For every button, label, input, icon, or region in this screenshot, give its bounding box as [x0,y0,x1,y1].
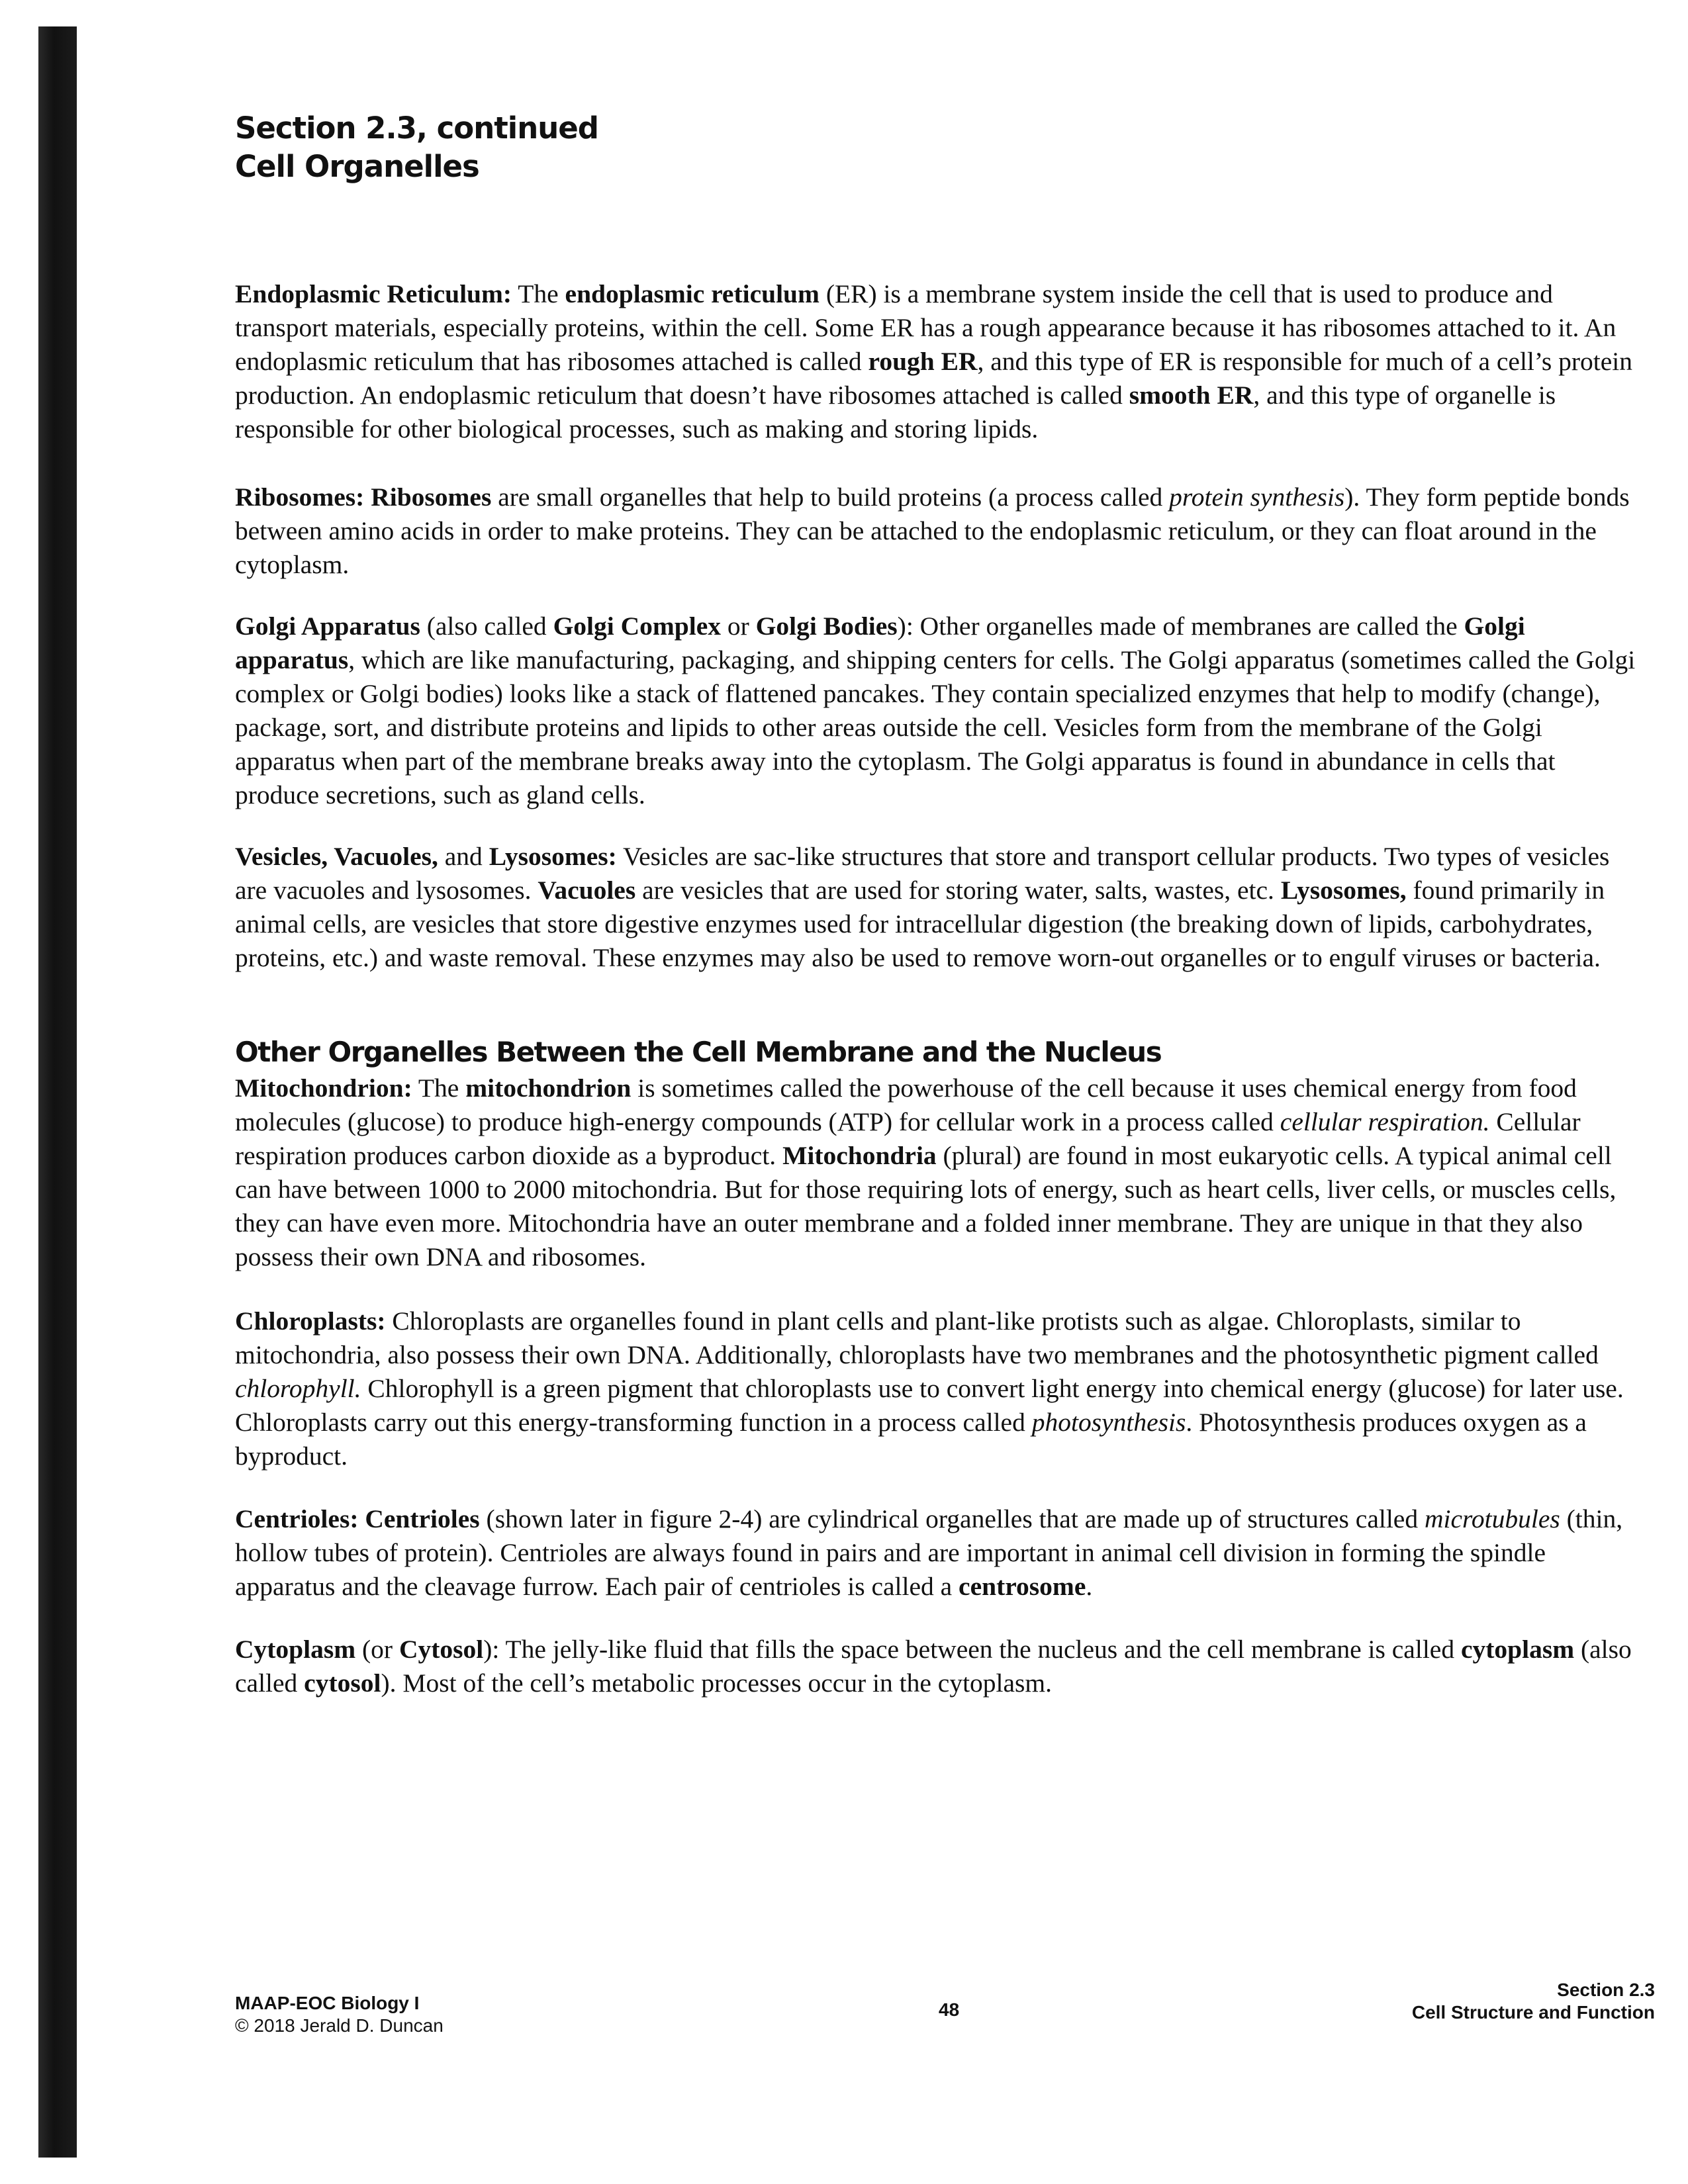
section-continued-line: Section 2.3, continued [235,111,599,146]
term-lead: Endoplasmic Reticulum: [235,279,512,308]
text: (thin, hollow tubes of protein). Centrioles are always found in pairs and are important in animal cell division in forming the spindle apparatus and the cleavage furrow. Each pair of centrioles is called a [235,1504,1623,1601]
term: smooth ER [1129,381,1254,410]
text: . [1086,1572,1093,1601]
text: (or [355,1635,399,1664]
subheading-other-organelles: Other Organelles Between the Cell Membrane and the Nucleus [235,1036,1162,1068]
text: ). Most of the cell’s metabolic processes occur in the cytoplasm. [381,1668,1053,1698]
term-lead: Cytosol [399,1635,484,1664]
italic-term: photosynthesis [1031,1408,1186,1437]
term: Golgi apparatus [235,612,1525,674]
text: and [438,842,489,871]
term-lead: Lysosomes: [489,842,617,871]
paragraph-cytoplasm [235,1633,1642,1700]
term-lead: Mitochondrion: [235,1073,412,1103]
term: mitochondrion [465,1073,632,1103]
term-lead: Centrioles: [235,1504,359,1533]
term: Lysosomes, [1280,876,1407,905]
page-content [235,109,1642,1700]
term: Centrioles [365,1504,480,1533]
term: Mitochondria [782,1141,937,1170]
term: cytoplasm [1460,1635,1575,1664]
paragraph-golgi-apparatus [235,610,1642,812]
text: . Photosynthesis produces oxygen as a byproduct. [235,1408,1587,1471]
scan-edge-bar [38,26,77,2158]
term-lead: Vesicles, Vacuoles, [235,842,438,871]
text: is sometimes called the powerhouse of the cell because it uses chemical energy from food molecules (glucose) to produce high-energy compounds (ATP) for cellular work in a process called [235,1073,1577,1136]
paragraph-vesicles-vacuoles-lysosomes [235,840,1642,975]
text: Cellular respiration produces carbon dioxide as a byproduct. [235,1107,1581,1170]
footer-copyright: © 2018 Jerald D. Duncan [235,2015,444,2036]
footer-section: Section 2.3 [1557,1979,1655,2000]
text: are vesicles that are used for storing water, salts, wastes, etc. [635,876,1281,905]
text: (shown later in figure 2-4) are cylindrical organelles that are made up of structures called [479,1504,1425,1533]
text: ): Other organelles made of membranes are called the [897,612,1464,641]
text: Vesicles are sac-like structures that store and transport cellular products. Two types of vesicles are vacuoles and lysosomes. [235,842,1610,905]
text: (also called [235,1635,1632,1698]
text: (ER) is a membrane system inside the cell that is used to produce and transport materials, especially proteins, within the cell. Some ER has a rough appearance because it has ribosomes attached to it. An endoplasmic reticulum that has ribosomes attached is called [235,279,1617,376]
footer-section-title: Cell Structure and Function [1411,2002,1655,2023]
term-lead: Chloroplasts: [235,1306,386,1336]
paragraph-chloroplasts [235,1304,1642,1473]
text: The [412,1073,466,1103]
text: Chloroplasts are organelles found in plant cells and plant-like protists such as algae. Chloroplasts, similar to mitochondria, also possess their own DNA. Additionally, chloroplasts have two membranes and the photosynthetic pigment called [235,1306,1599,1369]
text: found primarily in animal cells, are vesicles that store digestive enzymes used for intracellular digestion (the breaking down of lipids, carbohydrates, proteins, etc.) and waste removal. These enzymes may also be used to remove worn-out organelles or to engulf viruses or bacteria. [235,876,1605,972]
text [358,1504,365,1533]
text [364,482,371,512]
text: (also called [420,612,553,641]
paragraph-ribosomes [235,480,1642,582]
text: or [721,612,756,641]
term: Ribosomes [371,482,492,512]
paragraph-mitochondrion [235,1071,1642,1274]
text: ): The jelly-like fluid that fills the space between the nucleus and the cell membrane is called [483,1635,1461,1664]
text: (plural) are found in most eukaryotic cells. A typical animal cell can have between 1000 to 2000 mitochondria. But for those requiring lots of energy, such as heart cells, liver cells, or muscles cells, they can have even more. Mitochondria have an outer membrane and a folded inner membrane. They are unique in that they also possess their own DNA and ribosomes. [235,1141,1617,1271]
term: Golgi Bodies [755,612,898,641]
text: The [512,279,565,308]
term-lead: Ribosomes: [235,482,365,512]
page-title: Cell Organelles [235,149,479,184]
text: , and this type of ER is responsible for much of a cell’s protein production. An endoplasmic reticulum that doesn’t have ribosomes attached is called [235,347,1633,410]
text: Chlorophyll is a green pigment that chloroplasts use to convert light energy into chemical energy (glucose) for later use. Chloroplasts carry out this energy-transforming function in a process called [235,1374,1624,1437]
footer-right [1412,1979,1655,2024]
text: are small organelles that help to build proteins (a process called [491,482,1170,512]
term-lead: Cytoplasm [235,1635,356,1664]
paragraph-centrioles [235,1502,1642,1604]
italic-term: cellular respiration. [1280,1107,1490,1136]
term: cytosol [304,1668,381,1698]
term: Vacuoles [538,876,636,905]
text: ). They form peptide bonds between amino acids in order to make proteins. They can be attached to the endoplasmic reticulum, or they can float around in the cytoplasm. [235,482,1630,579]
footer-left [235,1992,444,2037]
term: Golgi Complex [553,612,722,641]
footer-course: MAAP-EOC Biology I [235,1993,420,2013]
term: centrosome [959,1572,1086,1601]
italic-term: microtubules [1424,1504,1560,1533]
section-heading [235,109,1642,186]
term: rough ER [868,347,978,376]
text: , which are like manufacturing, packaging, and shipping centers for cells. The Golgi apparatus (sometimes called the Golgi complex or Golgi bodies) looks like a stack of flattened pancakes. They contain specialized enzymes that help to modify (change), package, sort, and distribute proteins and lipids to other areas outside the cell. Vesicles form from the membrane of the Golgi apparatus when part of the membrane breaks away into the cytoplasm. The Golgi apparatus is found in abundance in cells that produce secretions, such as gland cells. [235,645,1636,809]
text: , and this type of organelle is responsible for other biological processes, such as making and storing lipids. [235,381,1556,443]
term-lead: Golgi Apparatus [235,612,420,641]
page-number: 48 [939,1999,960,2020]
paragraph-endoplasmic-reticulum [235,277,1642,446]
italic-term: chlorophyll. [235,1374,361,1403]
term: endoplasmic reticulum [565,279,820,308]
italic-term: protein synthesis [1169,482,1345,512]
